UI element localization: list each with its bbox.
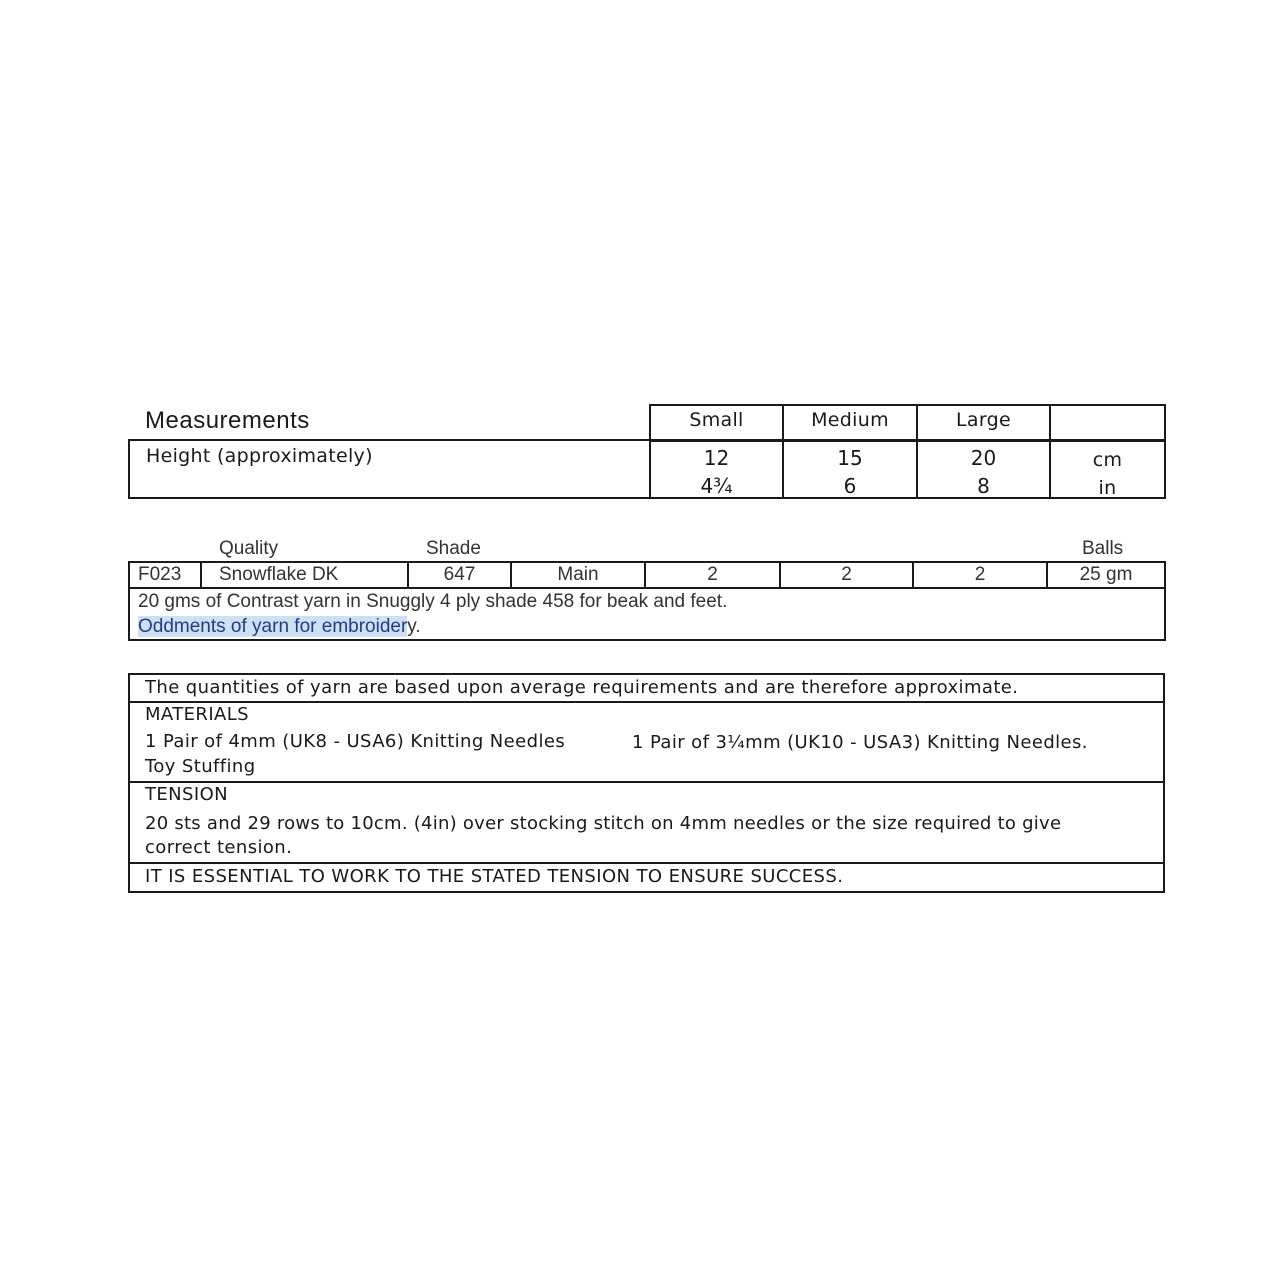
shade-header: Shade bbox=[426, 538, 481, 559]
needles-4mm: 1 Pair of 4mm (UK8 - USA6) Knitting Needles bbox=[145, 731, 566, 752]
yarn-qty-large: 2 bbox=[974, 564, 986, 585]
yarn-quality: Snowflake DK bbox=[219, 564, 339, 585]
height-medium-cm: 15 bbox=[837, 446, 863, 470]
toy-stuffing: Toy Stuffing bbox=[145, 756, 256, 777]
height-small-cm: 12 bbox=[703, 446, 730, 470]
yarn-ball-weight: 25 gm bbox=[1079, 564, 1133, 585]
height-large-cm: 20 bbox=[970, 446, 997, 470]
notes-box bbox=[128, 673, 1165, 893]
yarn-shade: 647 bbox=[443, 564, 476, 585]
materials-heading: MATERIALS bbox=[145, 704, 249, 725]
height-small-in: 4¾ bbox=[700, 474, 733, 498]
needles-3-25mm: 1 Pair of 3¼mm (UK10 - USA3) Knitting Needles. bbox=[632, 732, 1088, 753]
yarn-qty-medium: 2 bbox=[841, 564, 852, 585]
oddments-note: Oddments of yarn for embroidery. bbox=[138, 616, 421, 637]
tension-line-2: correct tension. bbox=[145, 837, 293, 858]
essential-warning: IT IS ESSENTIAL TO WORK TO THE STATED TENSION TO ENSURE SUCCESS. bbox=[145, 866, 844, 887]
yarn-code: F023 bbox=[138, 564, 182, 585]
size-medium: Medium bbox=[811, 409, 889, 431]
unit-in: in bbox=[1098, 477, 1117, 499]
quality-header: Quality bbox=[219, 538, 279, 559]
tension-heading: TENSION bbox=[145, 784, 229, 805]
yarn-qty-small: 2 bbox=[707, 564, 718, 585]
size-large: Large bbox=[956, 409, 1011, 431]
size-small: Small bbox=[689, 409, 744, 431]
balls-header: Balls bbox=[1082, 538, 1124, 559]
oddments-highlight: Oddments of yarn for embroider bbox=[138, 616, 408, 637]
tension-line-1: 20 sts and 29 rows to 10cm. (4in) over stocking stitch on 4mm needles or the size required to give bbox=[145, 813, 1062, 834]
yarn-use: Main bbox=[557, 564, 599, 585]
height-medium-in: 6 bbox=[843, 474, 857, 498]
measurements-title: Measurements bbox=[145, 407, 310, 434]
quantities-note: The quantities of yarn are based upon average requirements and are therefore approximate. bbox=[145, 677, 1019, 698]
height-large-in: 8 bbox=[977, 474, 990, 498]
contrast-yarn-note: 20 gms of Contrast yarn in Snuggly 4 ply shade 458 for beak and feet. bbox=[138, 591, 728, 612]
unit-cm: cm bbox=[1092, 449, 1123, 471]
height-label: Height (approximately) bbox=[146, 445, 373, 467]
